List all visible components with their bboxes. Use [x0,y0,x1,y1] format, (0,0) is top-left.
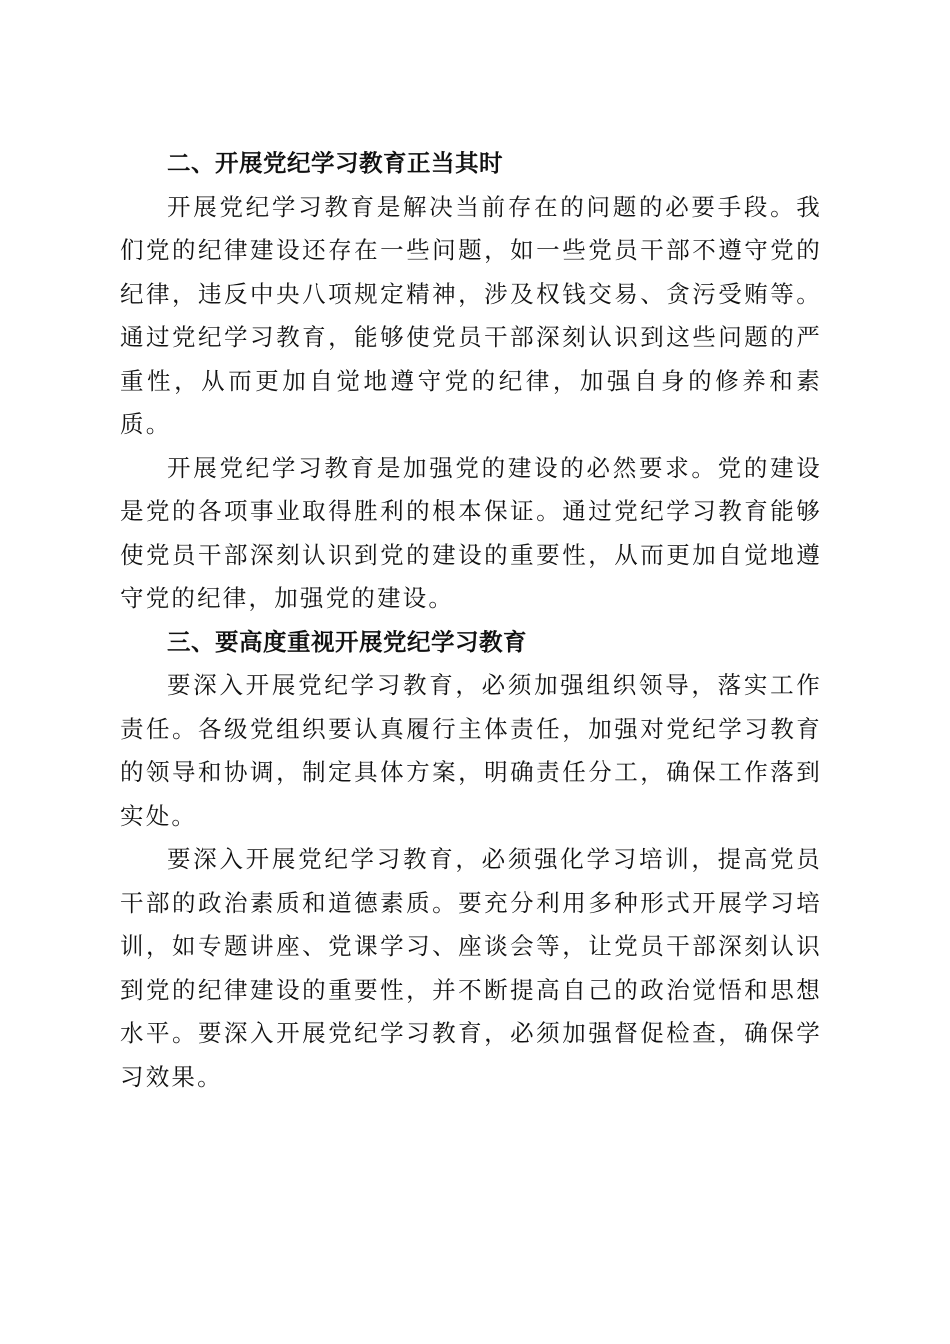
section-3-paragraph-2: 要深入开展党纪学习教育，必须强化学习培训，提高党员干部的政治素质和道德素质。要充分利用多种形式开展学习培训，如专题讲座、党课学习、座谈会等，让党员干部深刻认识到党的纪律建设的重要性，并不断提高自己的政治觉悟和思想水平。要深入开展党纪学习教育，必须加强督促检查，确保学习效果。 [120,845,822,1091]
section-3-heading: 三、要高度重视开展党纪学习教育 [167,627,527,656]
document-page [120,142,822,1099]
section-2-paragraph-1: 开展党纪学习教育是解决当前存在的问题的必要手段。我们党的纪律建设还存在一些问题，如一些党员干部不遵守党的纪律，违反中央八项规定精神，涉及权钱交易、贪污受贿等。通过党纪学习教育，能够使党员干部深刻认识到这些问题的严重性，从而更加自觉地遵守党的纪律，加强自身的修养和素质。 [120,192,822,438]
section-2-heading: 二、开展党纪学习教育正当其时 [167,149,503,177]
section-3-paragraph-1: 要深入开展党纪学习教育，必须加强组织领导，落实工作责任。各级党组织要认真履行主体责任，加强对党纪学习教育的领导和协调，制定具体方案，明确责任分工，确保工作落到实处。 [120,671,822,830]
section-2-paragraph-2: 开展党纪学习教育是加强党的建设的必然要求。党的建设是党的各项事业取得胜利的根本保证。通过党纪学习教育能够使党员干部深刻认识到党的建设的重要性，从而更加自觉地遵守党的纪律，加强党的建设。 [120,453,822,612]
